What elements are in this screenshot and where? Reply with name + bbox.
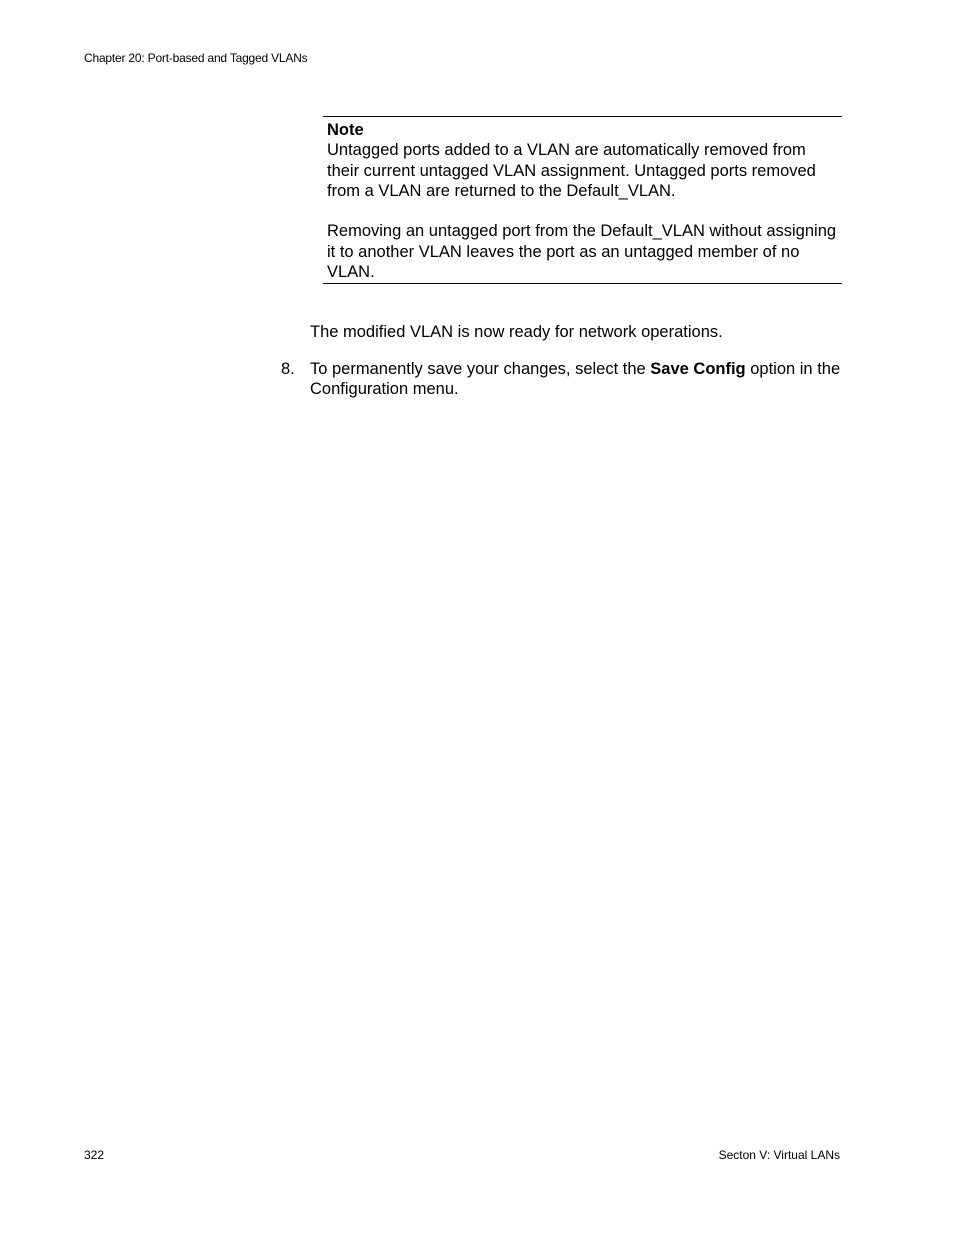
note-paragraph: Untagged ports added to a VLAN are automatically removed from their current untagged VLAN assignment. Untagged ports removed from a VLAN are returned to the Default_VLAN. — [327, 141, 816, 200]
step-text-part: option in the Configuration menu. — [310, 360, 841, 399]
body-paragraph: The modified VLAN is now ready for network operations. — [310, 323, 723, 341]
step-number: 8. — [281, 360, 295, 378]
running-header: Chapter 20: Port-based and Tagged VLANs — [84, 51, 308, 65]
save-config-term: Save Config — [650, 360, 746, 378]
step-item — [281, 359, 841, 400]
note-paragraph: Removing an untagged port from the Default_VLAN without assigning it to another VLAN leaves the port as an untagged member of no VLAN. — [327, 222, 837, 282]
step-text-part: To permanently save your changes, select the — [310, 360, 651, 378]
note-title: Note — [327, 121, 364, 139]
note-box — [323, 116, 842, 284]
footer-section-title: Secton V: Virtual LANs — [718, 1148, 840, 1162]
step-text — [310, 359, 841, 400]
page-number: 322 — [84, 1148, 105, 1162]
